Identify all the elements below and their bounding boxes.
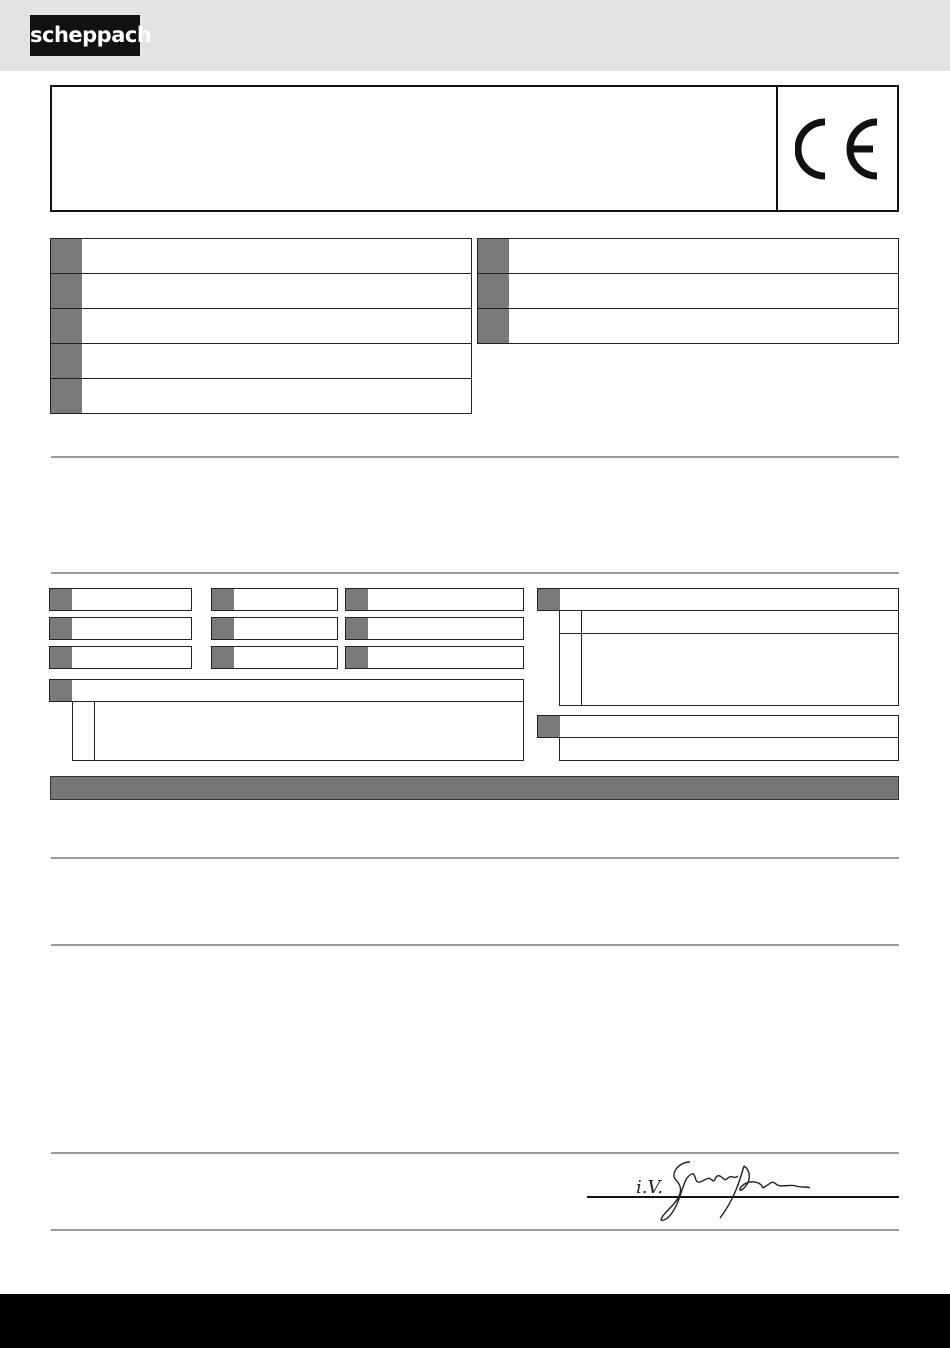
ce-divider	[776, 85, 778, 212]
language-marker	[478, 274, 509, 308]
section-divider	[51, 857, 899, 859]
directive-group-header	[49, 679, 524, 702]
language-row	[477, 273, 899, 309]
svg-text:i.V.: i.V.	[636, 1177, 664, 1198]
directive-marker	[346, 647, 368, 668]
footer-band	[0, 1294, 950, 1348]
directive-marker	[50, 647, 72, 668]
section-divider	[51, 944, 899, 946]
section-divider	[51, 572, 899, 574]
directive-marker	[212, 618, 234, 639]
directive-field	[345, 646, 524, 669]
handwritten-signature	[620, 1150, 820, 1230]
language-row	[477, 238, 899, 274]
language-row	[50, 343, 472, 379]
directive-marker	[346, 618, 368, 639]
indent-divider	[94, 701, 95, 761]
directive-group-header	[537, 588, 899, 611]
directive-subrow	[559, 633, 899, 706]
ce-mark-icon	[795, 117, 881, 181]
directive-field	[345, 617, 524, 640]
directive-subrow	[559, 610, 899, 634]
directive-marker	[212, 589, 234, 610]
language-marker	[478, 239, 509, 273]
section-divider	[51, 456, 899, 458]
directive-field	[345, 588, 524, 611]
language-marker	[51, 239, 82, 273]
language-row	[50, 378, 472, 414]
directive-marker	[538, 589, 560, 610]
directive-marker	[50, 589, 72, 610]
directive-marker	[50, 618, 72, 639]
directive-marker	[212, 647, 234, 668]
directive-subrow	[559, 737, 899, 761]
declaration-title-box	[50, 85, 899, 212]
language-marker	[478, 309, 509, 343]
language-marker	[51, 344, 82, 378]
language-row	[50, 273, 472, 309]
language-row	[50, 308, 472, 344]
directive-group-body	[72, 701, 524, 761]
directive-marker	[538, 716, 560, 737]
indent-divider	[581, 610, 582, 634]
indent-divider	[581, 633, 582, 706]
scheppach-logo: scheppach	[30, 15, 140, 56]
language-marker	[51, 379, 82, 413]
standards-bar	[50, 776, 899, 800]
directive-marker	[50, 680, 72, 701]
directive-marker	[346, 589, 368, 610]
language-row	[50, 238, 472, 274]
language-marker	[51, 309, 82, 343]
language-marker	[51, 274, 82, 308]
directive-group-header	[537, 715, 899, 738]
language-row	[477, 308, 899, 344]
